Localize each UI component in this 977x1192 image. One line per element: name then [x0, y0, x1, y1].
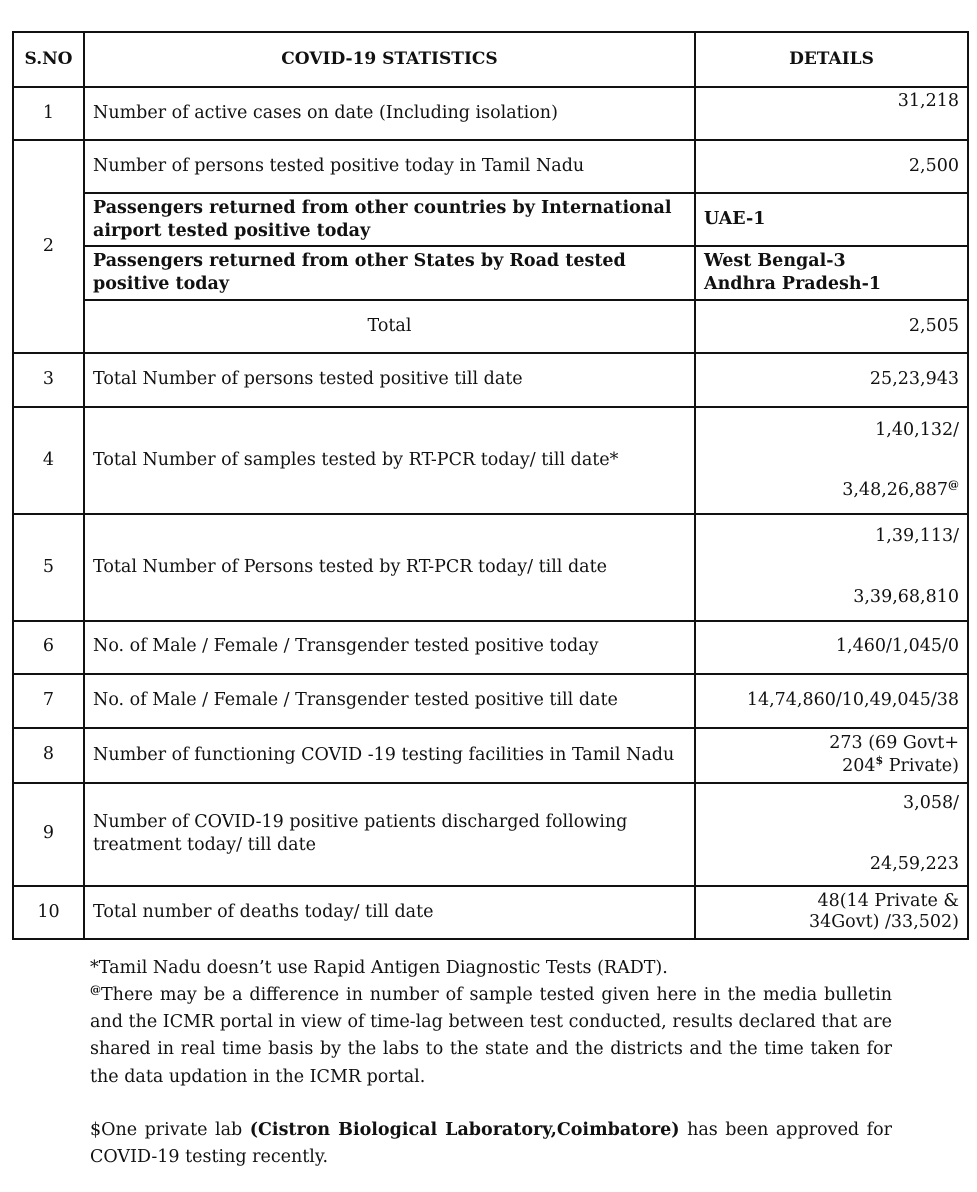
table-row	[13, 621, 968, 674]
row-label: Total number of deaths today/ till date	[84, 886, 695, 939]
row-sno: 3	[13, 353, 84, 407]
value-line: 3,39,68,810	[853, 586, 959, 607]
row-label: Total Number of Persons tested by RT-PCR today/ till date	[84, 514, 695, 620]
table-row	[13, 728, 968, 783]
row-label: No. of Male / Female / Transgender tested positive till date	[84, 674, 695, 728]
table-row	[13, 407, 968, 514]
table-row	[13, 514, 968, 620]
lab-name: (Cistron Biological Laboratory,Coimbatore)	[249, 1119, 680, 1140]
row-label: Number of functioning COVID -19 testing facilities in Tamil Nadu	[84, 728, 695, 783]
footnote-marker: $	[875, 754, 884, 768]
row-value-multiline	[695, 246, 968, 300]
row-value-multiline	[695, 783, 968, 886]
table-row	[13, 87, 968, 140]
value-line: 34Govt) /33,502)	[808, 912, 959, 933]
row-value: 2,500	[695, 140, 968, 193]
header-sno: S.NO	[13, 32, 84, 87]
table-subrow	[13, 246, 968, 300]
row-sno: 9	[13, 783, 84, 886]
footnote-marker: @	[90, 983, 101, 997]
table-row	[13, 886, 968, 939]
table-row	[13, 783, 968, 886]
row-value: 31,218	[695, 87, 968, 140]
row-label: Number of COVID-19 positive patients discharged following treatment today/ till date	[84, 783, 695, 886]
value-line: 24,59,223	[869, 853, 959, 874]
row-label: Passengers returned from other States by Road tested positive today	[84, 246, 695, 300]
row-label: Total Number of persons tested positive till date	[84, 353, 695, 407]
row-value-multiline	[695, 514, 968, 620]
value-line: 1,39,113/	[875, 526, 959, 547]
value-line: West Bengal-3	[704, 251, 846, 272]
header-statistics: COVID-19 STATISTICS	[84, 32, 695, 87]
row-value-multiline	[695, 886, 968, 939]
footnote-icmr: @There may be a difference in number of sample tested given here in the media bulletin and the ICMR portal in view of time-lag between test conducted, results declared that are shared in real time basis by the labs to the state and the districts and the time taken for the data updation in the ICMR portal.	[90, 983, 892, 1087]
row-sno: 1	[13, 87, 84, 140]
row-value-multiline	[695, 728, 968, 783]
row-sno: 5	[13, 514, 84, 620]
footnote-radt: *Tamil Nadu doesn’t use Rapid Antigen Diagnostic Tests (RADT).	[90, 958, 668, 978]
footnotes	[90, 955, 892, 1171]
row-value-multiline	[695, 407, 968, 514]
row-sno: 6	[13, 621, 84, 674]
table-row	[13, 674, 968, 728]
row-label: Number of active cases on date (Including isolation)	[84, 87, 695, 140]
row-sno: 4	[13, 407, 84, 514]
footnote-private-lab: $One private lab (Cistron Biological Laboratory,Coimbatore) has been approved for COVID-19 testing recently.	[90, 1119, 892, 1167]
header-details: DETAILS	[695, 32, 968, 87]
table-subrow	[13, 193, 968, 246]
row-value: 25,23,943	[695, 353, 968, 407]
row-value: 14,74,860/10,49,045/38	[695, 674, 968, 728]
covid-statistics-table	[12, 31, 969, 940]
row-label: Number of persons tested positive today in Tamil Nadu	[84, 140, 695, 193]
table-header-row	[13, 32, 968, 87]
row-label: Passengers returned from other countries by International airport tested positive today	[84, 193, 695, 246]
value-line: 1,40,132/	[875, 419, 959, 440]
row-label: Total	[84, 300, 695, 353]
value-line: 204$ Private)	[842, 754, 959, 777]
table-row	[13, 140, 968, 193]
value-line: 3,058/	[903, 793, 959, 814]
row-label: No. of Male / Female / Transgender tested positive today	[84, 621, 695, 674]
row-sno: 7	[13, 674, 84, 728]
value-line: Andhra Pradesh-1	[704, 274, 882, 295]
row-value: 1,460/1,045/0	[695, 621, 968, 674]
table-subrow	[13, 300, 968, 353]
row-value: 2,505	[695, 300, 968, 353]
value-line: 3,48,26,887@	[842, 478, 959, 501]
row-sno: 2	[13, 140, 84, 353]
value-line: 48(14 Private &	[817, 890, 959, 911]
value-line: 273 (69 Govt+	[829, 733, 959, 754]
row-sno: 8	[13, 728, 84, 783]
footnote-marker: @	[948, 478, 959, 492]
table-row	[13, 353, 968, 407]
row-label: Total Number of samples tested by RT-PCR today/ till date*	[84, 407, 695, 514]
row-value: UAE-1	[695, 193, 968, 246]
row-sno: 10	[13, 886, 84, 939]
